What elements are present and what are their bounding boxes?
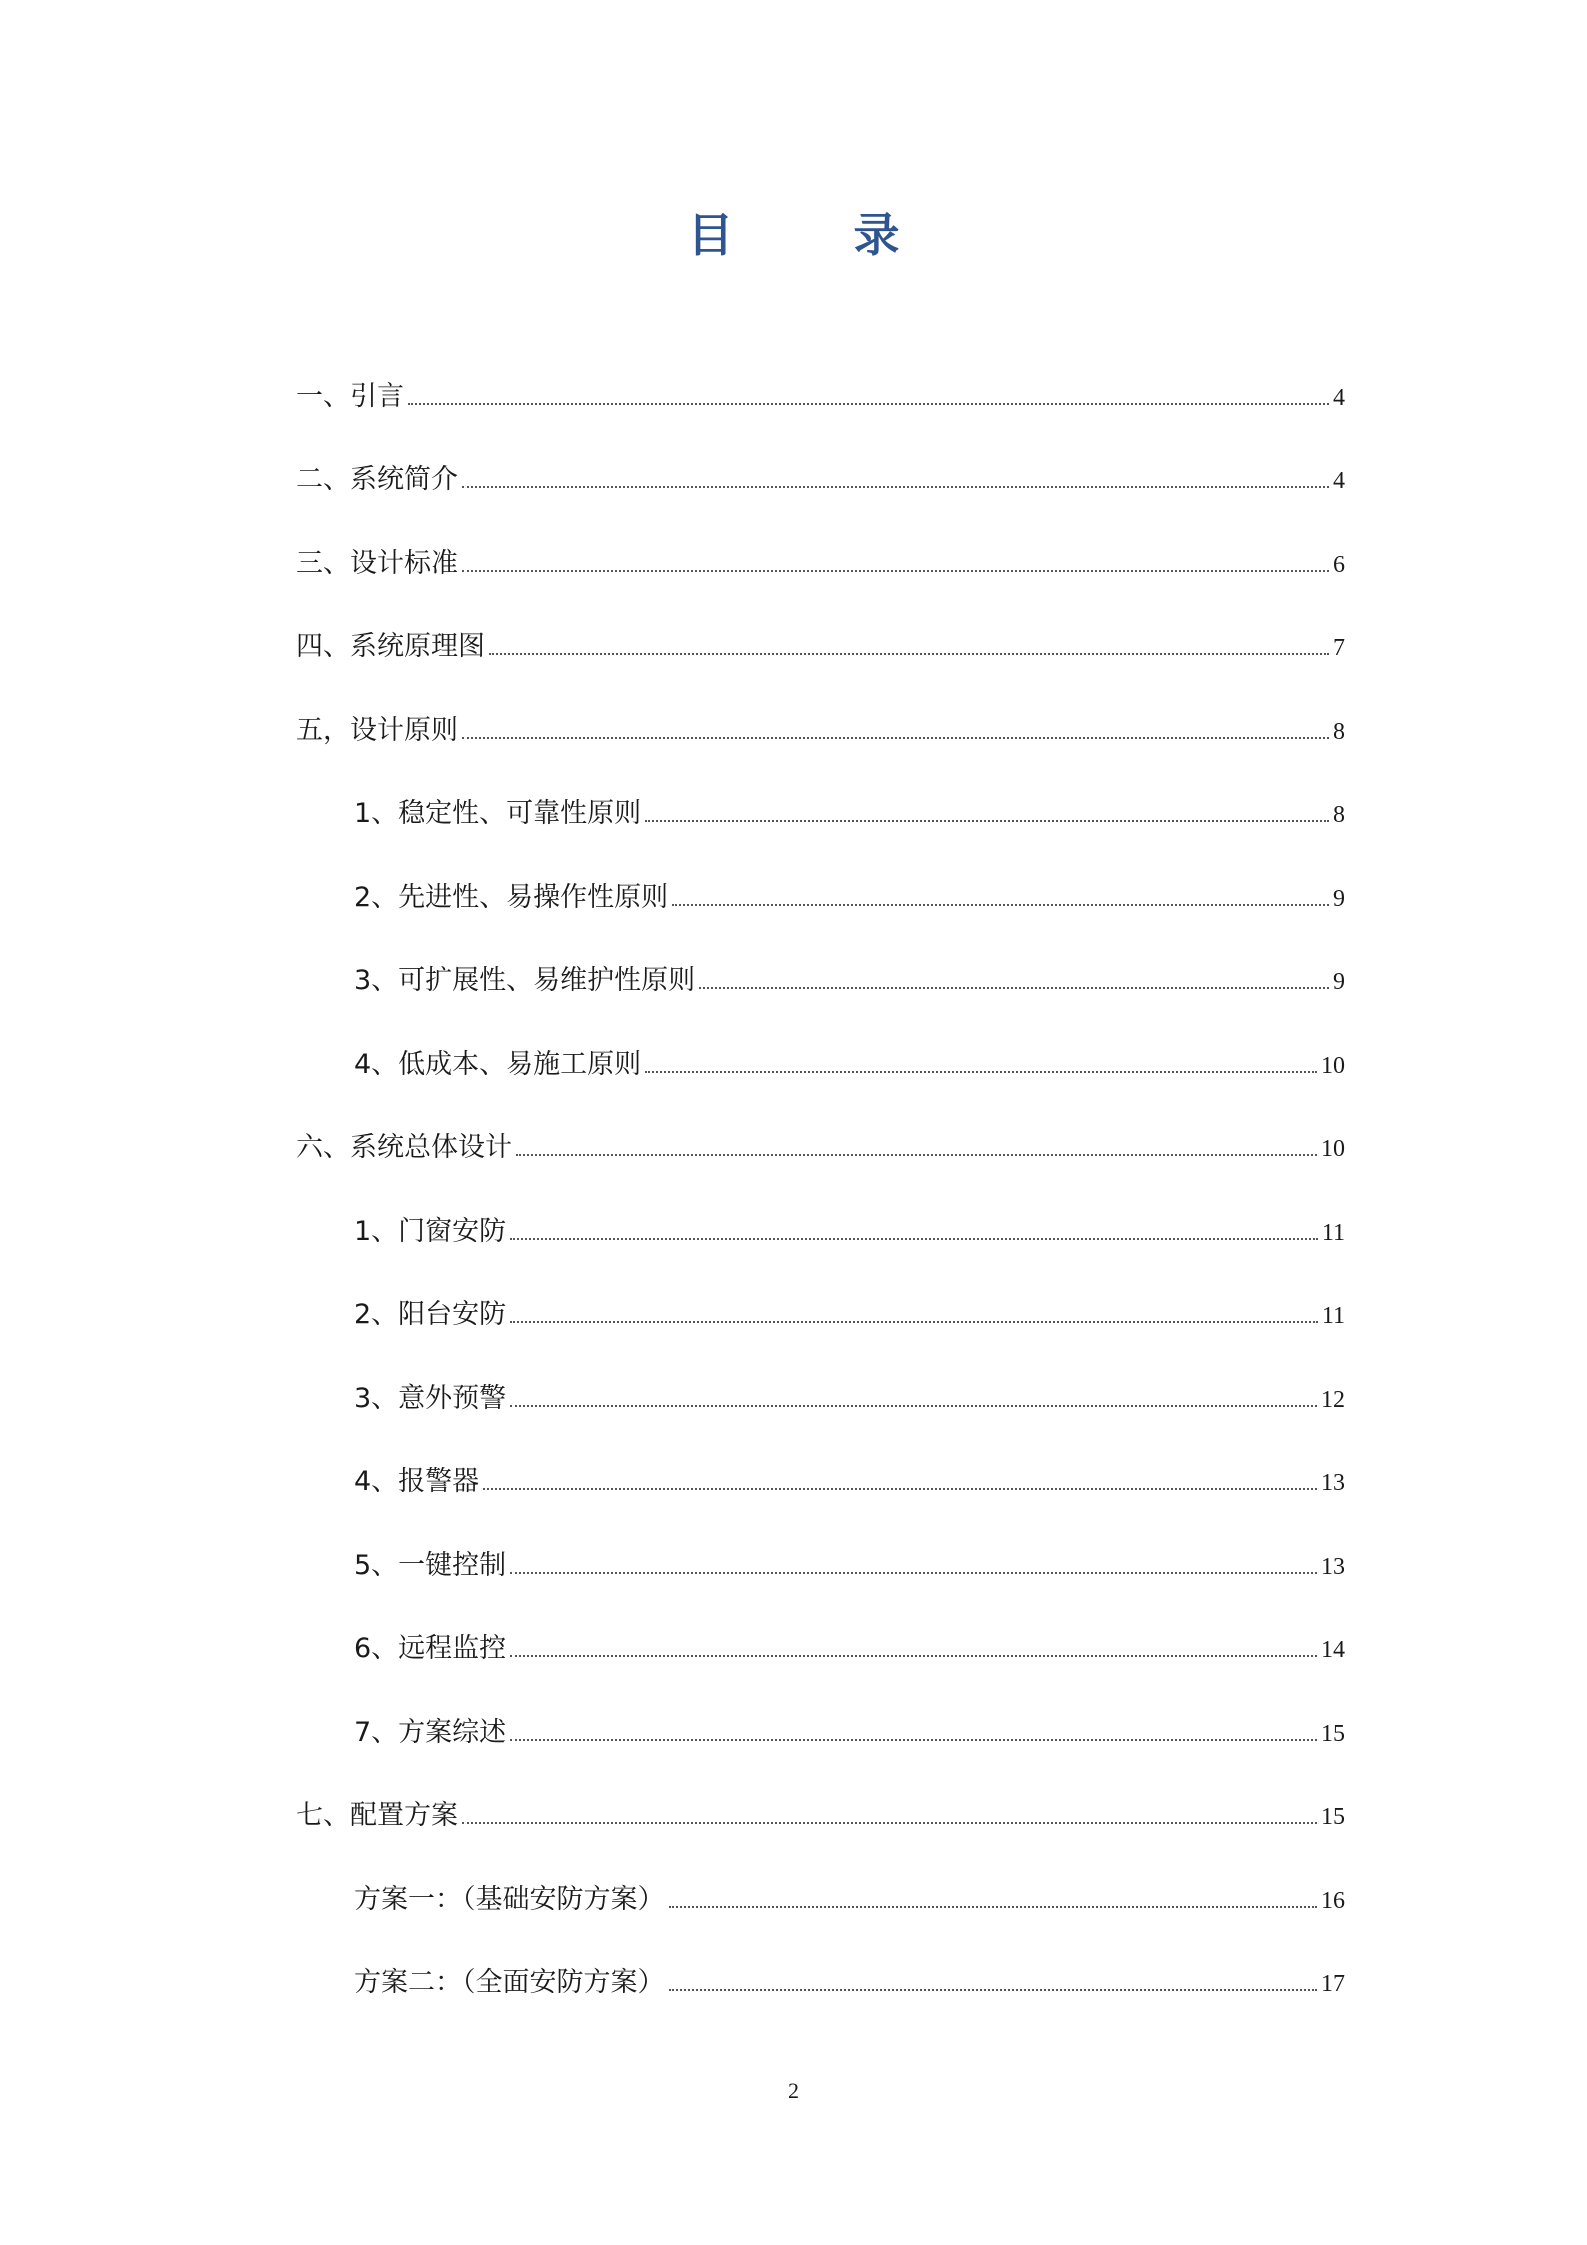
toc-entry-label: 方案二：（全面安防方案）: [354, 1967, 665, 1998]
page-number: 2: [788, 2078, 799, 2103]
toc-entry-page: 6: [1333, 551, 1345, 578]
toc-entry-page: 8: [1333, 718, 1345, 745]
toc-entry-page: 13: [1321, 1553, 1345, 1580]
toc-dot-leader: [510, 1655, 1317, 1657]
toc-subentry[interactable]: [296, 1441, 1345, 1525]
toc-subentry[interactable]: [296, 1524, 1345, 1608]
toc-subentry[interactable]: [296, 1357, 1345, 1441]
toc-entry-page: 4: [1333, 468, 1345, 494]
toc-subentry[interactable]: [296, 1691, 1345, 1775]
toc-dot-leader: [462, 570, 1329, 572]
toc-entry-page: 7: [1333, 635, 1345, 661]
toc-entry[interactable]: [296, 355, 1345, 439]
toc-dot-leader: [462, 737, 1329, 739]
toc-entry[interactable]: [296, 439, 1345, 523]
toc-entry-label: 七、配置方案: [296, 1800, 458, 1831]
page-title: 目 录: [687, 208, 952, 262]
toc-entry-label: 5、一键控制: [354, 1549, 507, 1581]
toc-subentry[interactable]: [296, 1858, 1345, 1942]
toc-dot-leader: [669, 1989, 1318, 1991]
toc-entry-label: 1、稳定性、可靠性原则: [354, 798, 642, 829]
toc-subentry[interactable]: [296, 1274, 1345, 1358]
toc-dot-leader: [510, 1739, 1317, 1741]
toc-entry-label: 方案一：（基础安防方案）: [354, 1883, 665, 1915]
toc-entry[interactable]: [296, 1775, 1345, 1859]
toc-entry-label: 6、远程监控: [354, 1633, 507, 1664]
toc-dot-leader: [645, 820, 1329, 822]
toc-dot-leader: [699, 987, 1329, 989]
toc-entry-page: 15: [1321, 1720, 1345, 1747]
toc-entry-label: 4、低成本、易施工原则: [354, 1048, 642, 1080]
toc-entry-label: 7、方案综述: [354, 1716, 507, 1748]
toc-entry-label: 1、门窗安防: [354, 1215, 507, 1247]
toc-entry-page: 16: [1321, 1887, 1345, 1914]
toc-dot-leader: [462, 1822, 1317, 1824]
toc-entry-page: 15: [1321, 1804, 1345, 1830]
toc-entry-page: 14: [1321, 1637, 1345, 1663]
toc-entry-label: 一、引言: [296, 380, 404, 412]
toc-entry-page: 9: [1333, 885, 1345, 912]
toc-entry-label: 六、系统总体设计: [296, 1132, 512, 1163]
toc-entry-label: 4、报警器: [354, 1466, 480, 1497]
toc-entry-page: 10: [1321, 1052, 1345, 1079]
toc-entry-label: 四、系统原理图: [296, 631, 485, 662]
toc-entry-label: 3、可扩展性、易维护性原则: [354, 965, 696, 996]
toc-dot-leader: [408, 403, 1329, 405]
toc-entry[interactable]: [296, 606, 1345, 690]
toc-dot-leader: [489, 653, 1329, 655]
toc-subentry[interactable]: [296, 1942, 1345, 2026]
toc-entry[interactable]: [296, 522, 1345, 606]
toc-dot-leader: [483, 1488, 1317, 1490]
toc-entry-page: 11: [1321, 1303, 1345, 1329]
toc-entry[interactable]: [296, 1107, 1345, 1191]
toc-entry-page: 11: [1321, 1219, 1345, 1246]
toc-dot-leader: [510, 1238, 1318, 1240]
toc-dot-leader: [672, 904, 1329, 906]
toc-subentry[interactable]: [296, 856, 1345, 940]
toc-entry-label: 2、先进性、易操作性原则: [354, 881, 669, 913]
toc-subentry[interactable]: [296, 1608, 1345, 1692]
toc-dot-leader: [462, 486, 1329, 488]
toc-entry-label: 3、意外预警: [354, 1382, 507, 1414]
toc-dot-leader: [645, 1071, 1317, 1073]
toc-dot-leader: [516, 1154, 1317, 1156]
table-of-contents: [296, 355, 1345, 2025]
toc-entry[interactable]: [296, 689, 1345, 773]
toc-dot-leader: [510, 1321, 1318, 1323]
toc-entry-label: 2、阳台安防: [354, 1299, 507, 1330]
toc-entry-label: 二、系统简介: [296, 464, 458, 495]
toc-entry-label: 三、设计标准: [296, 547, 458, 579]
toc-entry-page: 17: [1321, 1971, 1345, 1997]
toc-entry-page: 13: [1321, 1470, 1345, 1496]
toc-dot-leader: [510, 1405, 1317, 1407]
toc-entry-page: 4: [1333, 384, 1345, 411]
toc-subentry[interactable]: [296, 773, 1345, 857]
toc-dot-leader: [669, 1906, 1318, 1908]
toc-entry-page: 10: [1321, 1136, 1345, 1162]
toc-entry-page: 9: [1333, 969, 1345, 995]
toc-subentry[interactable]: [296, 1023, 1345, 1107]
toc-dot-leader: [510, 1572, 1317, 1574]
toc-entry-page: 8: [1333, 802, 1345, 828]
toc-entry-page: 12: [1321, 1386, 1345, 1413]
toc-subentry[interactable]: [296, 940, 1345, 1024]
toc-subentry[interactable]: [296, 1190, 1345, 1274]
toc-entry-label: 五，设计原则: [296, 714, 458, 746]
